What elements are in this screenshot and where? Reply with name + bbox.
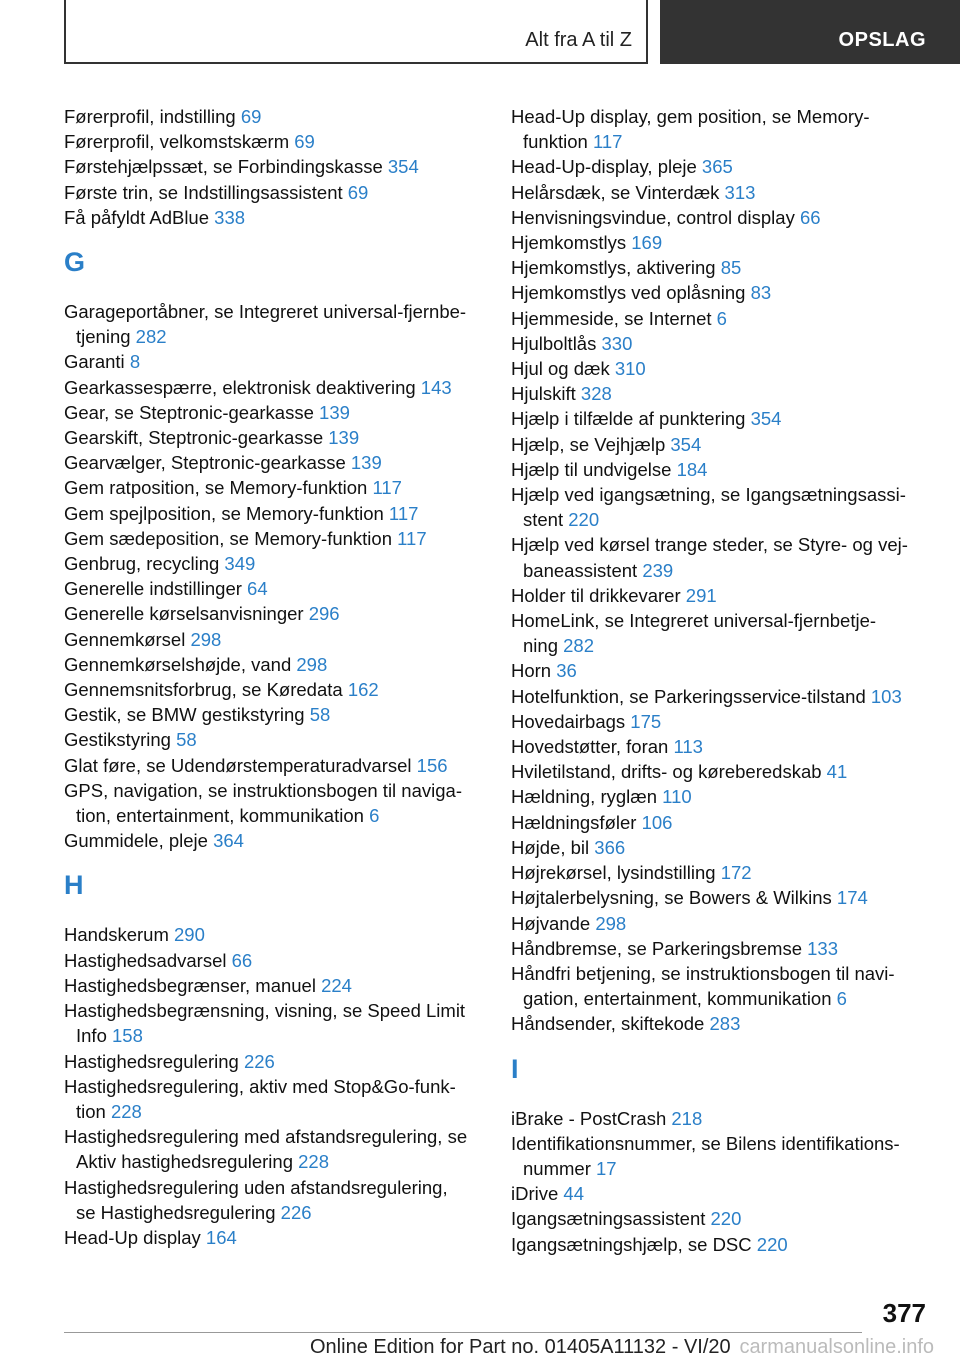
- page-reference-link[interactable]: 117: [372, 477, 402, 499]
- index-entry: [64, 475, 484, 500]
- index-entry-text: Hastighedsregulering: [64, 1050, 244, 1072]
- index-entry: [64, 299, 484, 349]
- index-entry-text: Få påfyldt AdBlue: [64, 206, 215, 228]
- index-entry: [511, 1011, 931, 1036]
- index-entry-text: Gem sædeposition, se Memory-funktion: [64, 527, 398, 549]
- index-entry: [511, 381, 931, 406]
- index-entry: [64, 753, 484, 778]
- index-entry: [64, 450, 484, 475]
- index-entry-text: iBrake - PostCrash: [511, 1107, 672, 1129]
- index-entry: [511, 936, 931, 961]
- page-reference-link[interactable]: 139: [319, 401, 350, 423]
- page-reference-link[interactable]: 6: [716, 307, 727, 329]
- index-entry-text: Hjulskift: [511, 383, 581, 405]
- page-reference-link[interactable]: 228: [110, 1100, 142, 1122]
- index-entry: [511, 154, 931, 179]
- index-entry: [511, 911, 931, 936]
- index-entry-text: Garanti: [64, 351, 130, 373]
- index-entry-text: Gestik, se BMW gestikstyring: [64, 704, 310, 726]
- index-entry: [511, 457, 931, 482]
- page-reference-link[interactable]: 44: [563, 1183, 584, 1205]
- index-entry: [64, 526, 484, 551]
- page-reference-link[interactable]: 349: [224, 553, 256, 575]
- page-reference-link[interactable]: 6: [369, 805, 380, 827]
- index-entry: [511, 432, 931, 457]
- index-entry: [511, 1181, 931, 1206]
- page-reference-link[interactable]: 354: [750, 408, 782, 430]
- index-entry-text: Hovedairbags: [511, 710, 631, 732]
- index-letter-heading: H: [64, 870, 84, 901]
- page-reference-link[interactable]: 69: [294, 131, 315, 153]
- index-entry-text: Glat føre, se Udendørstemperaturadvarsel: [64, 754, 417, 776]
- page-reference-link[interactable]: 313: [724, 181, 756, 203]
- index-letter-heading: G: [64, 247, 86, 278]
- index-entry: [511, 608, 931, 658]
- page-reference-link[interactable]: 366: [594, 836, 626, 858]
- index-entry: [511, 1232, 931, 1257]
- index-entry-text: Horn: [511, 660, 557, 682]
- page-reference-link[interactable]: 283: [709, 1013, 741, 1035]
- index-entry-text: Helårsdæk, se Vinterdæk: [511, 181, 725, 203]
- page-reference-link[interactable]: 58: [176, 729, 197, 751]
- page-reference-link[interactable]: 282: [135, 326, 167, 348]
- index-entry-text: Holder til drikkevarer: [511, 584, 686, 606]
- page-reference-link[interactable]: 175: [630, 710, 662, 732]
- index-entry-text: ning: [523, 635, 564, 657]
- index-entry: [511, 482, 931, 532]
- page-reference-link[interactable]: 224: [321, 974, 352, 996]
- index-entry-text: Gestikstyring: [64, 729, 177, 751]
- page-reference-link[interactable]: 220: [756, 1233, 788, 1255]
- index-entry-text: Gearkassespærre, elektronisk deaktivering: [64, 376, 421, 398]
- index-entry-text: Førerprofil, velkomstskærm: [64, 131, 295, 153]
- index-entry: [64, 973, 484, 998]
- index-entry: [64, 1225, 484, 1250]
- index-entry-text: Højde, bil: [511, 836, 595, 858]
- index-entry-text: gation, entertainment, kommunikation: [523, 988, 837, 1010]
- index-entry-text: Igangsætningshjælp, se DSC: [511, 1233, 757, 1255]
- index-entry-text: Hastighedsadvarsel: [64, 949, 232, 971]
- index-entry: [64, 501, 484, 526]
- page-reference-link[interactable]: 290: [174, 924, 205, 946]
- index-entry-text: Handskerum: [64, 924, 175, 946]
- index-entry: [64, 425, 484, 450]
- index-entry: [511, 205, 931, 230]
- index-entry: [64, 576, 484, 601]
- page-reference-link[interactable]: 85: [720, 257, 742, 279]
- index-entry: [511, 230, 931, 255]
- index-entry: [64, 129, 484, 154]
- index-entry: [511, 1131, 931, 1181]
- index-entry: [64, 104, 484, 129]
- page-reference-link[interactable]: 282: [563, 635, 594, 657]
- page-reference-link[interactable]: 58: [309, 704, 331, 726]
- index-entry: [511, 532, 931, 582]
- index-entry-text: Håndfri betjening, se instruktionsbogen til navi-: [511, 962, 895, 984]
- index-entry-text: Hastighedsbegrænsning, visning, se Speed Limit: [64, 1000, 466, 1022]
- index-entry: [64, 349, 484, 374]
- page-reference-link[interactable]: 298: [595, 912, 627, 934]
- index-entry: [511, 104, 931, 154]
- index-entry-text: Højvande: [511, 912, 596, 934]
- index-entry-text: se Hastighedsregulering: [76, 1201, 281, 1223]
- index-entry: [64, 551, 484, 576]
- index-entry-text: Hjælp ved kørsel trange steder, se Styre- og vej-: [511, 534, 908, 556]
- index-entry: [511, 961, 931, 1011]
- page-reference-link[interactable]: 106: [641, 811, 673, 833]
- page-reference-link[interactable]: 298: [296, 653, 328, 675]
- index-entry-text: funktion: [523, 131, 593, 153]
- index-entry-text: Gennemsnitsforbrug, se Køredata: [64, 679, 348, 701]
- index-entry-text: Hovedstøtter, foran: [511, 736, 674, 758]
- page-reference-link[interactable]: 6: [836, 988, 847, 1010]
- index-entry-text: Head-Up display: [64, 1226, 206, 1248]
- page-reference-link[interactable]: 296: [308, 603, 340, 625]
- index-entry: [64, 1124, 484, 1174]
- index-entry: [511, 810, 931, 835]
- page-reference-link[interactable]: 139: [328, 427, 360, 449]
- index-entry-text: Hjælp i tilfælde af punktering: [511, 408, 751, 430]
- index-entry-text: Hjemkomstlys: [511, 232, 632, 254]
- page-reference-link[interactable]: 69: [240, 106, 262, 127]
- index-entry-text: Gummidele, pleje: [64, 830, 214, 852]
- index-entry-text: Generelle kørselsanvisninger: [64, 603, 309, 625]
- page-reference-link[interactable]: 354: [387, 156, 419, 178]
- index-entry-text: Højrekørsel, lysindstilling: [511, 862, 721, 884]
- index-entry: [64, 205, 484, 230]
- index-entry-text: Info: [76, 1025, 112, 1047]
- page-reference-link[interactable]: 64: [247, 578, 268, 600]
- page-reference-link[interactable]: 139: [350, 452, 382, 474]
- index-entry-text: Henvisningsvindue, control display: [511, 206, 800, 228]
- index-entry-text: stent: [523, 509, 569, 531]
- index-column-left: [64, 104, 484, 1250]
- index-entry-text: Gearvælger, Steptronic-gearkasse: [64, 452, 351, 474]
- index-letter-heading: I: [511, 1053, 519, 1084]
- index-entry: [511, 885, 931, 910]
- index-entry-text: Hjælp ved igangsætning, se Igangsætningsassi-: [511, 484, 906, 506]
- index-entry-text: Hjulboltlås: [511, 332, 602, 354]
- page-reference-link[interactable]: 133: [807, 937, 839, 959]
- index-entry-text: baneassistent: [523, 559, 643, 581]
- index-entry-text: Hjælp, se Vejhjælp: [511, 433, 671, 455]
- index-entry-text: Højtalerbelysning, se Bowers & Wilkins: [511, 887, 837, 909]
- page-reference-link[interactable]: 117: [592, 131, 623, 153]
- index-entry-text: nummer: [523, 1157, 596, 1179]
- index-entry: [511, 835, 931, 860]
- index-entry-text: tion, entertainment, kommunikation: [76, 805, 370, 827]
- index-entry: [64, 652, 484, 677]
- page-reference-link[interactable]: 117: [388, 502, 419, 524]
- index-entry: [511, 759, 931, 784]
- chapter-tab: [660, 0, 960, 64]
- page-reference-link[interactable]: 220: [710, 1208, 742, 1230]
- index-entry: [64, 727, 484, 752]
- index-entry-text: Gem spejlposition, se Memory-funktion: [64, 502, 389, 524]
- index-entry: [64, 828, 484, 853]
- section-title: Alt fra A til Z: [525, 29, 632, 51]
- index-entry-text: Hjemkomstlys, aktivering: [511, 257, 721, 279]
- index-entry: [64, 948, 484, 973]
- page-reference-link[interactable]: 143: [420, 376, 452, 398]
- page-reference-link[interactable]: 103: [870, 685, 902, 707]
- page-reference-link[interactable]: 174: [836, 887, 868, 909]
- index-entry: [511, 280, 931, 305]
- index-entry-text: Gear, se Steptronic-gearkasse: [64, 401, 320, 423]
- index-entry: [511, 860, 931, 885]
- page-reference-link[interactable]: 226: [243, 1050, 275, 1072]
- index-entry-text: Hjælp til undvigelse: [511, 458, 677, 480]
- index-entry: [64, 375, 484, 400]
- index-entry: [511, 406, 931, 431]
- index-entry: [64, 922, 484, 947]
- index-entry-text: Hjul og dæk: [511, 358, 615, 380]
- page-reference-link[interactable]: 291: [685, 584, 717, 606]
- index-entry-text: Garageportåbner, se Integreret universal-fjernbe-: [64, 301, 467, 323]
- index-entry-text: Første trin, se Indstillingsassistent: [64, 181, 348, 203]
- index-entry-text: Hastighedsregulering uden afstandsregulering,: [64, 1176, 448, 1198]
- watermark: carmanualsonline.info: [739, 1336, 934, 1358]
- index-entry: [511, 709, 931, 734]
- index-entry-text: Genbrug, recycling: [64, 553, 225, 575]
- index-entry: [511, 583, 931, 608]
- index-entry: [64, 677, 484, 702]
- page-reference-link[interactable]: 226: [280, 1201, 312, 1223]
- index-entry-text: Gennemkørselshøjde, vand: [64, 653, 297, 675]
- index-entry: [511, 255, 931, 280]
- index-entry-text: Aktiv hastighedsregulering: [76, 1151, 299, 1173]
- index-entry: [64, 400, 484, 425]
- index-entry: [511, 180, 931, 205]
- index-entry: [511, 1206, 931, 1231]
- page-reference-link[interactable]: 365: [701, 156, 733, 178]
- index-entry: [64, 601, 484, 626]
- index-entry: [64, 1074, 484, 1124]
- index-entry-text: GPS, navigation, se instruktionsbogen til naviga-: [64, 779, 462, 801]
- page-reference-link[interactable]: 169: [631, 232, 663, 254]
- page-reference-link[interactable]: 364: [213, 830, 244, 852]
- index-entry: [511, 331, 931, 356]
- index-entry: [64, 627, 484, 652]
- page-reference-link[interactable]: 330: [601, 332, 633, 354]
- page-reference-link[interactable]: 156: [416, 754, 448, 776]
- index-entry-text: HomeLink, se Integreret universal-fjernbetje-: [511, 610, 877, 632]
- index-column-right: [511, 104, 931, 1257]
- index-entry-text: Head-Up display, gem position, se Memory-: [511, 106, 870, 127]
- page-reference-link[interactable]: 239: [642, 559, 674, 581]
- index-entry: [64, 998, 484, 1048]
- index-entry-text: Gearskift, Steptronic-gearkasse: [64, 427, 329, 449]
- page-reference-link[interactable]: 110: [662, 786, 692, 808]
- page-reference-link[interactable]: 164: [205, 1226, 237, 1248]
- index-entry-text: Hviletilstand, drifts- og køreberedskab: [511, 761, 827, 783]
- index-entry-text: Førstehjælpssæt, se Forbindingskasse: [64, 156, 388, 178]
- index-entry: [64, 1175, 484, 1225]
- index-entry: [511, 356, 931, 381]
- index-entry-text: Hastighedsbegrænser, manuel: [64, 974, 322, 996]
- index-entry: [511, 658, 931, 683]
- page-reference-link[interactable]: 162: [347, 679, 379, 701]
- page-reference-link[interactable]: 66: [799, 206, 821, 228]
- footer-edition-text: Online Edition for Part no. 01405A11132 - VI/20: [310, 1336, 731, 1358]
- index-entry: [511, 306, 931, 331]
- page-reference-link[interactable]: 113: [673, 736, 703, 758]
- index-entry: [511, 784, 931, 809]
- index-entry-text: Igangsætningsassistent: [511, 1208, 711, 1230]
- index-entry-text: Håndbremse, se Parkeringsbremse: [511, 937, 808, 959]
- index-entry-text: Generelle indstillinger: [64, 578, 248, 600]
- index-entry-text: Hældningsføler: [511, 811, 642, 833]
- index-entry-text: Hjemkomstlys ved oplåsning: [511, 282, 751, 304]
- footer-divider: [64, 1332, 862, 1333]
- page-reference-link[interactable]: 158: [112, 1025, 143, 1047]
- page-reference-link[interactable]: 228: [298, 1151, 330, 1173]
- index-entry: [64, 1049, 484, 1074]
- section-tab: [64, 0, 648, 64]
- index-entry-text: Identifikationsnummer, se Bilens identifikations-: [511, 1132, 900, 1154]
- index-entry-text: Hjemmeside, se Internet: [511, 307, 717, 329]
- index-entry: [64, 702, 484, 727]
- index-entry-text: Hastighedsregulering, aktiv med Stop&Go-funk-: [64, 1075, 456, 1097]
- index-entry: [511, 684, 931, 709]
- index-entry-text: Håndsender, skiftekode: [511, 1013, 710, 1035]
- page-reference-link[interactable]: 117: [397, 527, 427, 549]
- index-entry-text: Hastighedsregulering med afstandsregulering, se: [64, 1126, 468, 1148]
- index-entry-text: Førerprofil, indstilling: [64, 106, 241, 127]
- page-reference-link[interactable]: 310: [614, 358, 646, 380]
- index-entry: [511, 1106, 931, 1131]
- page-reference-link[interactable]: 354: [670, 433, 702, 455]
- index-entry-text: tjening: [76, 326, 136, 348]
- index-entry-text: Gem ratposition, se Memory-funktion: [64, 477, 373, 499]
- page-header: [0, 0, 960, 66]
- index-entry: [64, 180, 484, 205]
- page-reference-link[interactable]: 36: [556, 660, 577, 682]
- index-entry: [64, 154, 484, 179]
- page-reference-link[interactable]: 338: [214, 206, 246, 228]
- page-reference-link[interactable]: 172: [720, 862, 752, 884]
- index-entry-text: Gennemkørsel: [64, 628, 191, 650]
- index-entry-text: tion: [76, 1100, 111, 1122]
- page-reference-link[interactable]: 220: [568, 509, 600, 531]
- index-entry-text: Hotelfunktion, se Parkeringsservice-tilstand: [511, 685, 871, 707]
- page-reference-link[interactable]: 66: [231, 949, 253, 971]
- page-reference-link[interactable]: 17: [596, 1157, 617, 1179]
- index-entry: [511, 734, 931, 759]
- page-reference-link[interactable]: 8: [129, 351, 141, 373]
- page-number: 377: [882, 1298, 926, 1328]
- page-reference-link[interactable]: 41: [826, 761, 848, 783]
- index-entry: [64, 778, 484, 828]
- page-reference-link[interactable]: 83: [750, 282, 772, 304]
- chapter-title: OPSLAG: [838, 29, 926, 51]
- index-entry-text: Hældning, ryglæn: [511, 786, 663, 808]
- page-reference-link[interactable]: 328: [580, 383, 612, 405]
- page-reference-link[interactable]: 218: [671, 1107, 703, 1129]
- index-entry-text: Head-Up-display, pleje: [511, 156, 702, 178]
- page-reference-link[interactable]: 298: [190, 628, 222, 650]
- page-reference-link[interactable]: 184: [676, 458, 708, 480]
- index-entry-text: iDrive: [511, 1183, 564, 1205]
- page-reference-link[interactable]: 69: [347, 181, 369, 203]
